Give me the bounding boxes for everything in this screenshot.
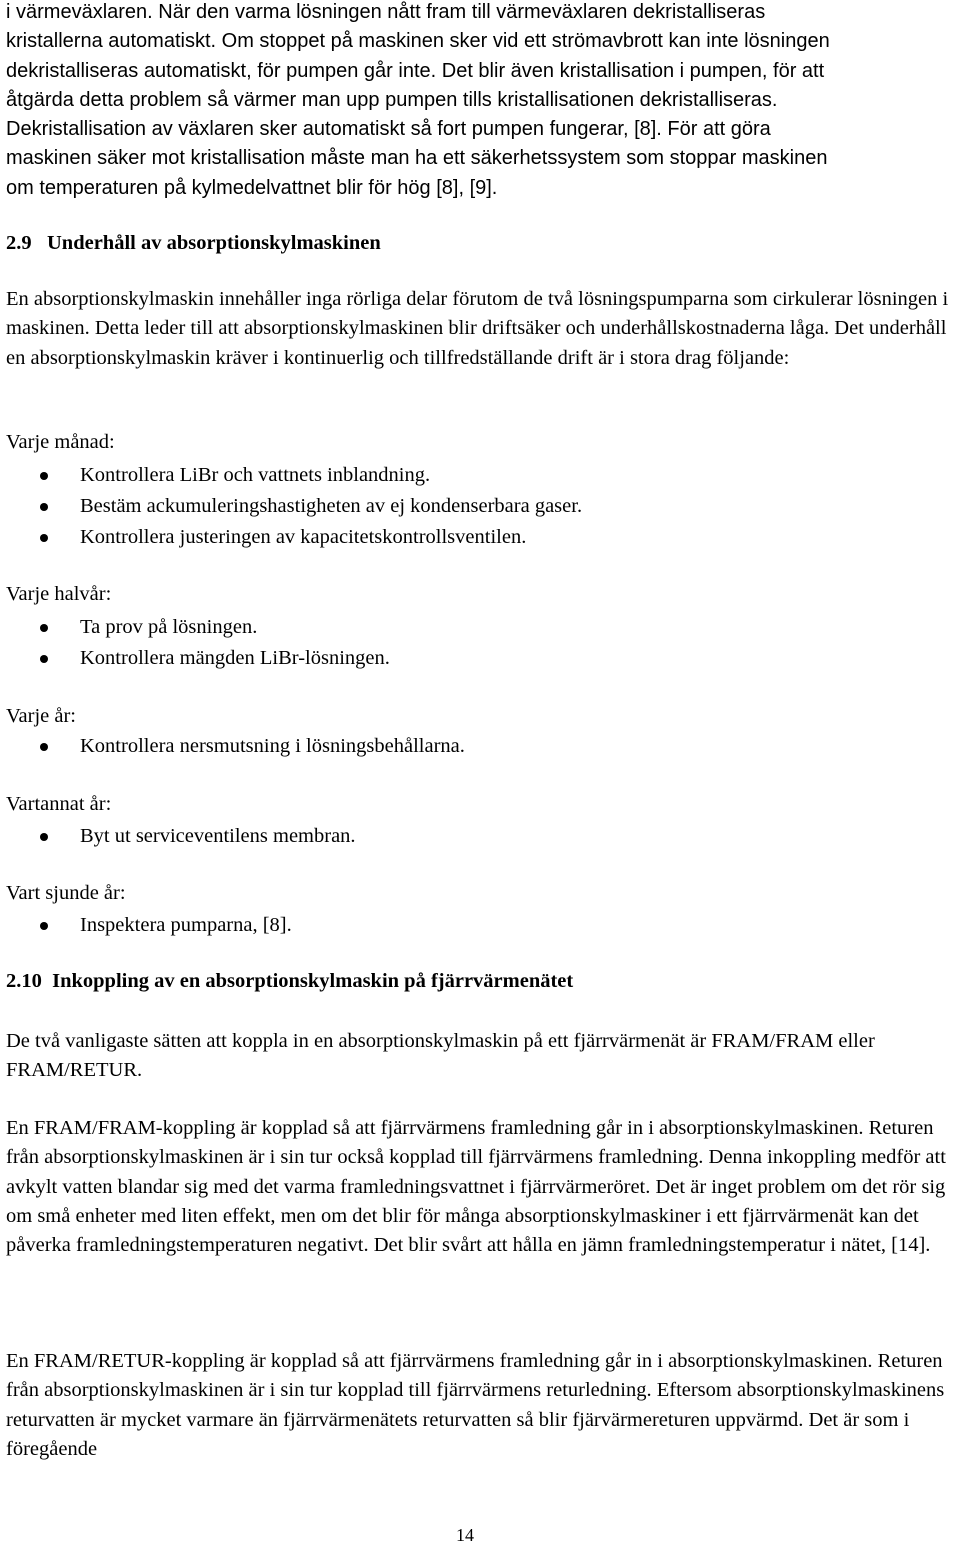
list-item	[0, 522, 582, 553]
intro-line: kristallerna automatiskt. Om stoppet på maskinen sker vid ett strömavbrott kan inte lösningen	[6, 30, 830, 53]
bullet-icon	[40, 503, 48, 511]
bullet-icon	[40, 472, 48, 480]
list-item	[0, 731, 465, 762]
section-title: Inkoppling av en absorptionskylmaskin på fjärrvärmenätet	[52, 970, 574, 992]
bullet-icon	[40, 624, 48, 632]
schedule-list-every-seventh-year	[0, 910, 292, 941]
section-2-10-paragraph: En FRAM/FRAM-koppling är kopplad så att fjärrvärmens framledning går in i absorptionskylmaskinen. Returen från absorptionskylmaskinen är i sin tur också kopplad till fjärrvärmens framledning. Denna inkoppling medför att avkylt vatten blandar sig med det varma framledningsvattnet i fjärrvärmeröret. Det är inget problem om det rör sig om små enheter med liten effekt, men om det blir för många absorptionskylmaskiner i ett fjärrvärmenät kan det påverka framledningstemperaturen negativt. Det blir svårt att hålla en jämn framledningstemperatur i nätet, [14].	[6, 1117, 946, 1257]
bullet-icon	[40, 534, 48, 542]
list-item	[0, 910, 292, 941]
section-2-9-paragraph: En absorptionskylmaskin innehåller inga rörliga delar förutom de två lösningspumparna som cirkulerar lösningen i maskinen. Detta leder till att absorptionskylmaskinen blir driftsäker och underhållskostnaderna låga. Det underhåll en absorptionskylmaskin kräver i kontinuerlig och tillfredställande drift är i stora drag följande:	[6, 288, 949, 369]
schedule-label-every-seventh-year: Vart sjunde år:	[6, 882, 126, 904]
section-title: Underhåll av absorptionskylmaskinen	[47, 232, 381, 254]
list-item-text: Kontrollera LiBr och vattnets inblandning.	[80, 464, 431, 486]
bullet-icon	[40, 743, 48, 751]
bullet-icon	[40, 922, 48, 930]
list-item-text: Inspektera pumparna, [8].	[80, 914, 292, 936]
intro-paragraph	[6, 0, 956, 203]
section-2-10-paragraph: De två vanligaste sätten att koppla in en absorptionskylmaskin på ett fjärrvärmenät är FRAM/FRAM eller FRAM/RETUR.	[6, 1030, 875, 1082]
section-heading-2-10	[6, 970, 573, 993]
list-item-text: Kontrollera nersmutsning i lösningsbehållarna.	[80, 735, 465, 757]
list-item-text: Ta prov på lösningen.	[80, 616, 258, 638]
intro-line: dekristalliseras automatiskt, för pumpen går inte. Det blir även kristallisation i pumpen, för att	[6, 59, 825, 82]
schedule-label-monthly: Varje månad:	[6, 431, 115, 453]
schedule-list-monthly	[0, 460, 582, 554]
list-item	[0, 612, 390, 643]
bullet-icon	[40, 833, 48, 841]
intro-line: maskinen säker mot kristallisation måste man ha ett säkerhetssystem som stoppar maskinen	[6, 147, 828, 170]
intro-line: om temperaturen på kylmedelvattnet blir för hög [8], [9].	[6, 176, 498, 199]
schedule-list-every-other-year	[0, 821, 356, 852]
list-item-text: Byt ut serviceventilens membran.	[80, 825, 356, 847]
intro-line: åtgärda detta problem så värmer man upp pumpen tills kristallisationen dekristalliseras.	[6, 88, 778, 111]
list-item	[0, 821, 356, 852]
intro-line: Dekristallisation av växlaren sker automatiskt så fort pumpen fungerar, [8]. För att göra	[6, 118, 771, 141]
page-number: 14	[456, 1525, 474, 1545]
section-number: 2.10	[6, 970, 42, 992]
list-item	[0, 491, 582, 522]
schedule-label-every-other-year: Vartannat år:	[6, 793, 112, 815]
list-item-text: Kontrollera justeringen av kapacitetskontrollsventilen.	[80, 526, 527, 549]
section-2-10-paragraph: En FRAM/RETUR-koppling är kopplad så att fjärrvärmens framledning går in i absorptionskylmaskinen. Returen från absorptionskylmaskinen är i sin tur kopplad till fjärrvärmens returledning. Eftersom absorptionskylmaskinens returvatten är mycket varmare än fjärrvärmenätets returvatten så blir fjärvärmereturen uppvärmd. Det är som i föregående	[6, 1350, 945, 1460]
list-item-text: Kontrollera mängden LiBr-lösningen.	[80, 647, 390, 670]
section-heading-2-9	[6, 232, 381, 255]
schedule-label-yearly: Varje år:	[6, 705, 76, 727]
list-item-text: Bestäm ackumuleringshastigheten av ej kondenserbara gaser.	[80, 495, 583, 518]
list-item	[0, 460, 582, 491]
schedule-list-yearly	[0, 731, 465, 762]
list-item	[0, 643, 390, 674]
schedule-list-half-year	[0, 612, 390, 674]
schedule-label-half-year: Varje halvår:	[6, 583, 112, 605]
section-number: 2.9	[6, 232, 32, 254]
bullet-icon	[40, 655, 48, 663]
intro-line: i värmeväxlaren. När den varma lösningen nått fram till värmeväxlaren dekristalliseras	[6, 1, 766, 23]
